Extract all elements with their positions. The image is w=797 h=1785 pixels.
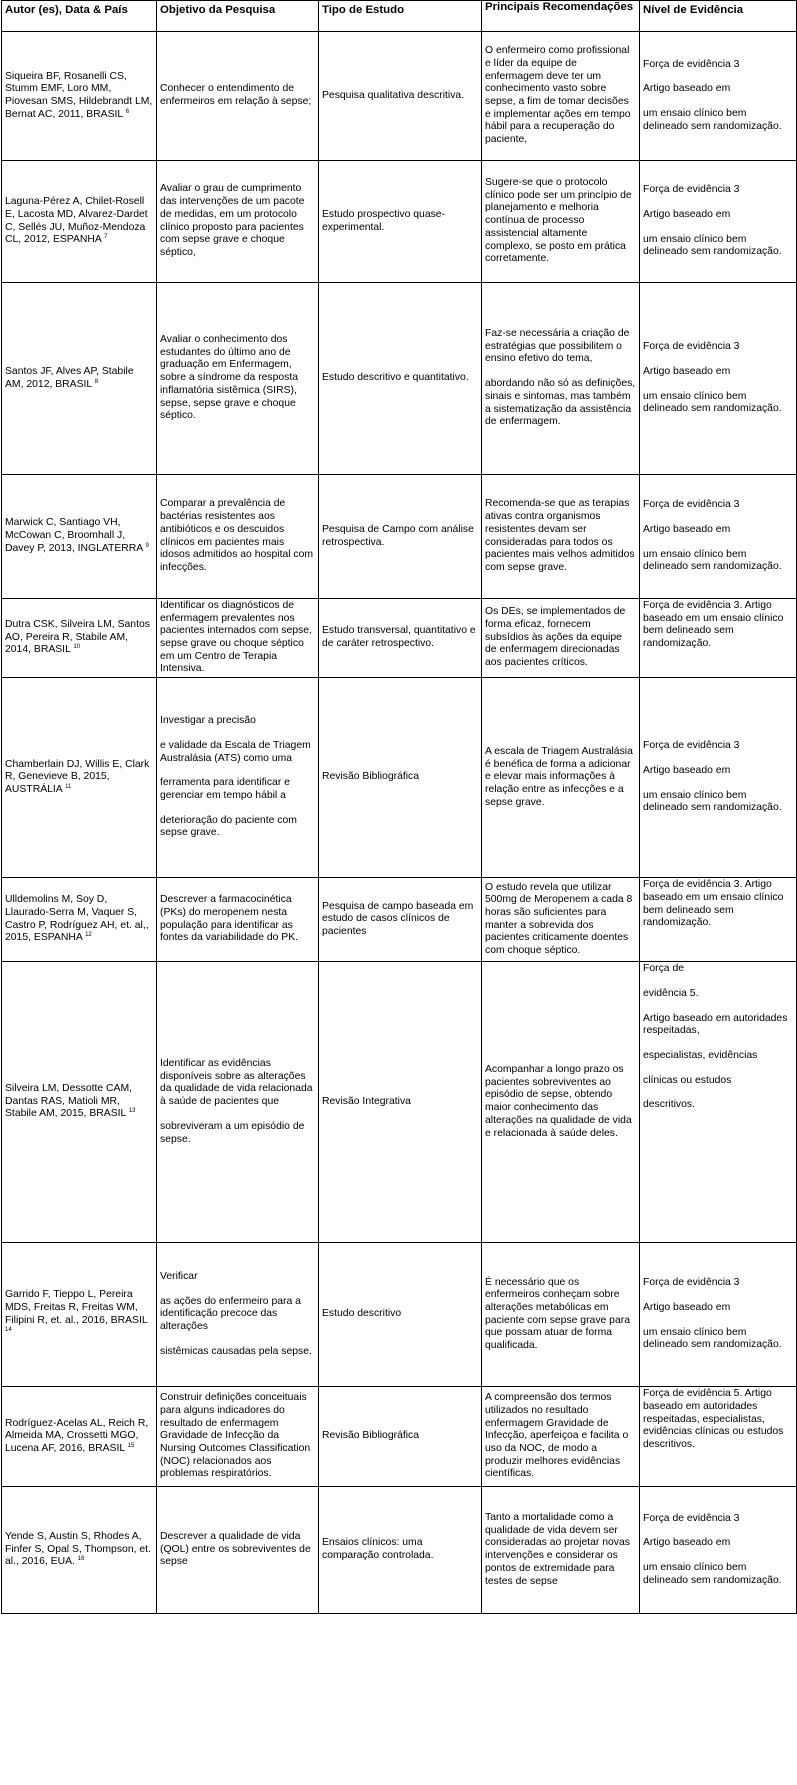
author-cell (2, 962, 157, 1243)
evidence-paragraph: Força de evidência 3 (643, 740, 740, 752)
evidence-paragraph: Artigo baseado em (643, 1301, 731, 1313)
reference-number: 6 (125, 108, 130, 115)
recommendation-paragraph: A escala de Triagem Australásia é benéfica de forma a adicionar e elevar mais informações à relação entre as infecções e a sepse grave. (485, 745, 633, 808)
recommendation-paragraph: O enfermeiro como profissional e líder da equipe de enfermagem deve ter um conhecimento vasto sobre sepse, a fim de tomar decisões e implementar ações em tempo hábil para a recuperação do paciente, (485, 45, 631, 146)
author-cell (2, 32, 157, 161)
objective-paragraph: as ações do enfermeiro para a identificação precoce das alterações (160, 1295, 301, 1332)
recommendation-paragraph: O estudo revela que utilizar 500mg de Meropenem a cada 8 horas são suficientes para manter a sobrevida dos pacientes criticamente doentes com choque séptico. (485, 881, 633, 956)
objective-paragraph: Descrever a qualidade de vida (QOL) entre os sobreviventes de sepse (160, 1531, 311, 1568)
header-objective: Objetivo da Pesquisa (157, 1, 319, 32)
table-row (2, 283, 797, 475)
evidence-cell (640, 283, 797, 475)
recommendations-cell (482, 161, 640, 283)
paragraph-gap (643, 222, 793, 234)
evidence-cell (640, 962, 797, 1243)
evidence-cell (640, 599, 797, 678)
objective-paragraph: ferramenta para identificar e gerenciar em tempo hábil a (160, 777, 290, 801)
paragraph-gap (643, 512, 793, 524)
reference-number: 16 (77, 1556, 85, 1563)
author-text: Silveira LM, Dessotte CAM, Dantas RAS, Matioli MR, Stabile AM, 2015, BRASIL (5, 1083, 133, 1120)
objective-cell (157, 962, 319, 1243)
objective-paragraph: Avaliar o conhecimento dos estudantes do último ano de graduação em Enfermagem, sobre a síndrome da resposta inflamatória sistêmica (SIRS), sepse, sepse grave e choque séptico. (160, 334, 299, 422)
study-type-cell (319, 1387, 482, 1487)
author-text: Garrido F, Tieppo L, Pereira MDS, Freitas R, Freitas WM, Filipini R, et. al., 2016, BRASIL (5, 1289, 148, 1326)
recommendations-cell (482, 475, 640, 599)
paragraph-gap (485, 366, 636, 378)
reference-number: 14 (5, 1327, 12, 1334)
study-type-cell (319, 1243, 482, 1387)
paragraph-gap (643, 753, 793, 765)
objective-cell (157, 878, 319, 962)
objective-cell (157, 599, 319, 678)
study-type-cell (319, 283, 482, 475)
evidence-paragraph: um ensaio clínico bem delineado sem randomização. (643, 108, 782, 132)
table-row (2, 161, 797, 283)
paragraph-gap (643, 537, 793, 549)
recommendation-paragraph: abordando não só as definições, sinais e sintomas, mas também a sistematização da assistência de enfermagem. (485, 378, 636, 428)
recommendation-paragraph: Acompanhar a longo prazo os pacientes sobreviventes ao episódio de sepse, obtendo maior conhecimento das alterações na qualidade de vida e relacionada à saúde deles. (485, 1064, 632, 1139)
evidence-paragraph: Força de evidência 3. Artigo baseado em um ensaio clínico bem delineado sem randomização. (643, 600, 784, 650)
reference-number: 11 (65, 783, 72, 790)
paragraph-gap (160, 803, 315, 815)
study-type-cell (319, 475, 482, 599)
paragraph-gap (643, 71, 793, 83)
recommendation-paragraph: É necessário que os enfermeiros conheçam sobre alterações metabólicas em paciente com sepse grave para que possam atuar de forma qualificada. (485, 1276, 630, 1351)
author-cell (2, 161, 157, 283)
evidence-paragraph: um ensaio clínico bem delineado sem randomização. (643, 1326, 782, 1351)
study-type-text: Ensaios clínicos: uma comparação controlada. (322, 1537, 434, 1562)
author-text: Siqueira BF, Rosanelli CS, Stumm EMF, Loro MM, Piovesan SMS, Hildebrandt LM, Bernat AC, 2011, BRASIL (5, 70, 153, 120)
objective-paragraph: deterioração do paciente com sepse grave. (160, 814, 297, 839)
evidence-paragraph: Artigo baseado em (643, 208, 731, 220)
objective-cell (157, 1487, 319, 1614)
paragraph-gap (643, 1038, 793, 1050)
author-text: Rodríguez-Acelas AL, Reich R, Almeida MA, Crossetti MGO, Lucena AF, 2016, BRASIL (5, 1417, 149, 1454)
literature-review-table (1, 0, 797, 1614)
objective-cell (157, 283, 319, 475)
evidence-paragraph: um ensaio clínico bem delineado sem randomização. (643, 390, 782, 415)
evidence-paragraph: clínicas ou estudos (643, 1074, 732, 1086)
author-cell (2, 1387, 157, 1487)
study-type-text: Estudo descritivo e quantitativo. (322, 372, 469, 384)
table-row (2, 962, 797, 1243)
paragraph-gap (643, 1550, 793, 1562)
study-type-text: Pesquisa de Campo com análise retrospectiva. (322, 523, 474, 548)
recommendations-cell (482, 678, 640, 878)
author-text: Marwick C, Santiago VH, McCowan C, Broomhall J, Davey P, 2013, INGLATERRA (5, 517, 143, 554)
paragraph-gap (643, 1315, 793, 1327)
objective-paragraph: Identificar as evidências disponíveis sobre as alterações da qualidade de vida relacionada à saúde de pacientes que (160, 1058, 313, 1108)
paragraph-gap (643, 1290, 793, 1302)
objective-paragraph: e validade da Escala de Triagem Australásia (ATS) como uma (160, 739, 311, 764)
recommendations-cell (482, 32, 640, 161)
recommendations-cell (482, 1243, 640, 1387)
author-cell (2, 1487, 157, 1614)
header-study-type: Tipo de Estudo (319, 1, 482, 32)
objective-cell (157, 161, 319, 283)
evidence-paragraph: Força de evidência 3. Artigo baseado em um ensaio clínico bem delineado sem randomização. (643, 879, 784, 929)
study-type-text: Revisão Bibliográfica (322, 771, 420, 783)
evidence-paragraph: Artigo baseado em (643, 764, 731, 776)
evidence-paragraph: Força de evidência 3 (643, 499, 740, 511)
paragraph-gap (643, 778, 793, 790)
reference-number: 10 (73, 644, 81, 651)
reference-number: 8 (94, 378, 99, 385)
table-row (2, 1387, 797, 1487)
evidence-paragraph: Artigo baseado em (643, 83, 731, 95)
author-cell (2, 878, 157, 962)
recommendation-paragraph: Faz-se necessária a criação de estratégias que possibilitem o ensino efetivo do tema, (485, 328, 630, 365)
evidence-paragraph: Artigo baseado em autoridades respeitadas, (643, 1012, 788, 1037)
table-row (2, 678, 797, 878)
paragraph-gap (643, 1063, 793, 1075)
objective-cell (157, 1243, 319, 1387)
table-header (2, 1, 797, 32)
study-type-cell (319, 962, 482, 1243)
author-text: Chamberlain DJ, Willis E, Clark R, Genevieve B, 2015, AUSTRÁLIA (5, 758, 150, 795)
study-type-cell (319, 678, 482, 878)
paragraph-gap (643, 96, 793, 108)
recommendation-paragraph: Sugere-se que o protocolo clínico pode ser um princípio de planejamento e melhoria contínua de processo assistencial altamente complexo, se posto em prática corretamente. (485, 177, 632, 265)
evidence-paragraph: Força de evidência 3 (643, 1277, 740, 1289)
author-text: Ulldemolins M, Soy D, Llaurado-Serra M, Vaquer S, Castro P, Rodríguez AH, et. al,, 2015, ESPANHA (5, 894, 149, 944)
evidence-paragraph: Força de evidência 3 (643, 341, 740, 353)
paragraph-gap (643, 197, 793, 209)
objective-paragraph: Conhecer o entendimento de enfermeiros em relação à sepse; (160, 83, 312, 107)
reference-number: 9 (145, 542, 149, 549)
recommendation-paragraph: Recomenda-se que as terapias ativas contra organismos resistentes devam ser consideradas para todos os pacientes mais velhos admitidos com sepse grave. (485, 498, 635, 573)
study-type-text: Estudo prospectivo quase-experimental. (322, 208, 446, 233)
table-row (2, 1243, 797, 1387)
evidence-paragraph: evidência 5. (643, 987, 699, 999)
reference-number: 12 (85, 932, 92, 939)
objective-paragraph: Avaliar o grau de cumprimento das intervenções de um pacote de medidas, em um protocolo clínico proposto para pacientes com sepse grave e choque séptico, (160, 183, 305, 258)
evidence-paragraph: um ensaio clínico bem delineado sem randomização. (643, 789, 782, 814)
study-type-cell (319, 32, 482, 161)
author-cell (2, 475, 157, 599)
recommendation-paragraph: Tanto a mortalidade como a qualidade de vida devem ser consideradas ao projetar novas intervenções e considerar os pontos de extremidade para testes de sepse (485, 1512, 630, 1587)
evidence-cell (640, 32, 797, 161)
study-type-cell (319, 1487, 482, 1614)
header-author: Autor (es), Data & País (2, 1, 157, 32)
study-type-text: Estudo transversal, quantitativo e de caráter retrospectivo. (322, 625, 476, 650)
study-type-text: Pesquisa de campo baseada em estudo de casos clínicos de pacientes (322, 900, 474, 937)
author-cell (2, 1243, 157, 1387)
paragraph-gap (643, 379, 793, 391)
paragraph-gap (160, 1284, 315, 1296)
evidence-paragraph: Força de evidência 3 (643, 184, 740, 196)
evidence-paragraph: Força de evidência 5. Artigo baseado em autoridades respeitadas, especialistas, evidências clínicas ou estudos descritivos. (643, 1388, 784, 1450)
recommendations-cell (482, 962, 640, 1243)
recommendation-paragraph: Os DEs, se implementados de forma eficaz, fornecem subsídios às ações da equipe de enfermagem direcionadas aos pacientes críticos. (485, 606, 626, 669)
table-row (2, 599, 797, 678)
evidence-cell (640, 475, 797, 599)
objective-paragraph: Comparar a prevalência de bactérias resistentes aos antibióticos e os descuidos clínicos em pacientes mais idosos admitidos ao hospital com infecções. (160, 498, 314, 573)
author-cell (2, 599, 157, 678)
objective-paragraph: Investigar a precisão (160, 715, 256, 727)
evidence-cell (640, 878, 797, 962)
author-cell (2, 283, 157, 475)
table-body (2, 32, 797, 1614)
objective-paragraph: sobreviveram a um episódio de sepse. (160, 1120, 305, 1145)
evidence-paragraph: especialistas, evidências (643, 1049, 758, 1061)
recommendations-cell (482, 878, 640, 962)
study-type-text: Revisão Bibliográfica (322, 1430, 420, 1442)
evidence-paragraph: Força de evidência 3 (643, 1512, 740, 1524)
objective-paragraph: Verificar (160, 1270, 198, 1282)
study-type-cell (319, 161, 482, 283)
objective-cell (157, 678, 319, 878)
header-row (2, 1, 797, 32)
objective-paragraph: sistêmicas causadas pela sepse. (160, 1345, 312, 1357)
reference-number: 7 (104, 234, 108, 241)
evidence-paragraph: Artigo baseado em (643, 365, 731, 377)
recommendations-cell (482, 283, 640, 475)
header-evidence: Nível de Evidência (640, 1, 797, 32)
table-row (2, 1487, 797, 1614)
paragraph-gap (643, 1525, 793, 1537)
objective-cell (157, 475, 319, 599)
objective-paragraph: Descrever a farmacocinética (PKs) do meropenem nesta população para identificar as fontes da variabilidade do PK. (160, 894, 299, 944)
objective-paragraph: Identificar os diagnósticos de enfermagem prevalentes nos pacientes internados com sepse, sepse grave ou choque séptico em um Centro de Terapia Intensiva. (160, 600, 312, 675)
paragraph-gap (643, 976, 793, 988)
evidence-paragraph: Força de evidência 3 (643, 58, 740, 70)
evidence-cell (640, 678, 797, 878)
paragraph-gap (643, 1001, 793, 1013)
evidence-paragraph: Artigo baseado em (643, 523, 731, 535)
evidence-cell (640, 161, 797, 283)
table-row (2, 32, 797, 161)
evidence-paragraph: Artigo baseado em (643, 1537, 731, 1549)
evidence-cell (640, 1387, 797, 1487)
objective-paragraph: Construir definições conceituais para alguns indicadores do resultado de enfermagem Gravidade de Infecção da Nursing Outcomes Classification (NOC) relacionados aos problemas respiratórios. (160, 1392, 311, 1480)
study-type-text: Revisão Integrativa (322, 1095, 411, 1107)
evidence-paragraph: descritivos. (643, 1099, 695, 1111)
paragraph-gap (160, 728, 315, 740)
header-recommendations: Principais Recomendações (482, 1, 640, 32)
paragraph-gap (643, 354, 793, 366)
paragraph-gap (160, 1334, 315, 1346)
evidence-paragraph: um ensaio clínico bem delineado sem randomização. (643, 548, 782, 573)
recommendations-cell (482, 1387, 640, 1487)
recommendation-paragraph: A compreensão dos termos utilizados no resultado enfermagem Gravidade de Infecção, aperfeiçoa e facilita o uso da NOC, de modo a produzir melhores evidências científicas. (485, 1392, 629, 1480)
evidence-cell (640, 1487, 797, 1614)
objective-cell (157, 1387, 319, 1487)
study-type-cell (319, 599, 482, 678)
study-type-text: Estudo descritivo (322, 1308, 402, 1320)
evidence-paragraph: Força de (643, 963, 685, 975)
evidence-paragraph: um ensaio clínico bem delineado sem randomização. (643, 1562, 782, 1586)
evidence-cell (640, 1243, 797, 1387)
recommendations-cell (482, 599, 640, 678)
author-text: Santos JF, Alves AP, Stabile AM, 2012, BRASIL (5, 365, 134, 390)
table-row (2, 475, 797, 599)
paragraph-gap (160, 765, 315, 777)
author-cell (2, 678, 157, 878)
evidence-paragraph: um ensaio clínico bem delineado sem randomização. (643, 233, 782, 258)
recommendations-cell (482, 1487, 640, 1614)
paragraph-gap (643, 1087, 793, 1099)
author-text: Dutra CSK, Silveira LM, Santos AO, Pereira R, Stabile AM, 2014, BRASIL (5, 619, 150, 656)
author-text: Yende S, Austin S, Rhodes A, Finfer S, Opal S, Thompson, et. al., 2016, EUA. (5, 1531, 151, 1568)
reference-number: 13 (128, 1108, 136, 1115)
objective-cell (157, 32, 319, 161)
table-row (2, 878, 797, 962)
paragraph-gap (160, 1109, 315, 1121)
reference-number: 15 (127, 1442, 135, 1449)
author-text: Laguna-Pérez A, Chilet-Rosell E, Lacosta MD, Alvarez-Dardet C, Sellés JU, Muñoz-Mendoza CL, 2012, ESPANHA (5, 196, 148, 246)
study-type-text: Pesquisa qualitativa descritiva. (322, 89, 465, 101)
study-type-cell (319, 878, 482, 962)
